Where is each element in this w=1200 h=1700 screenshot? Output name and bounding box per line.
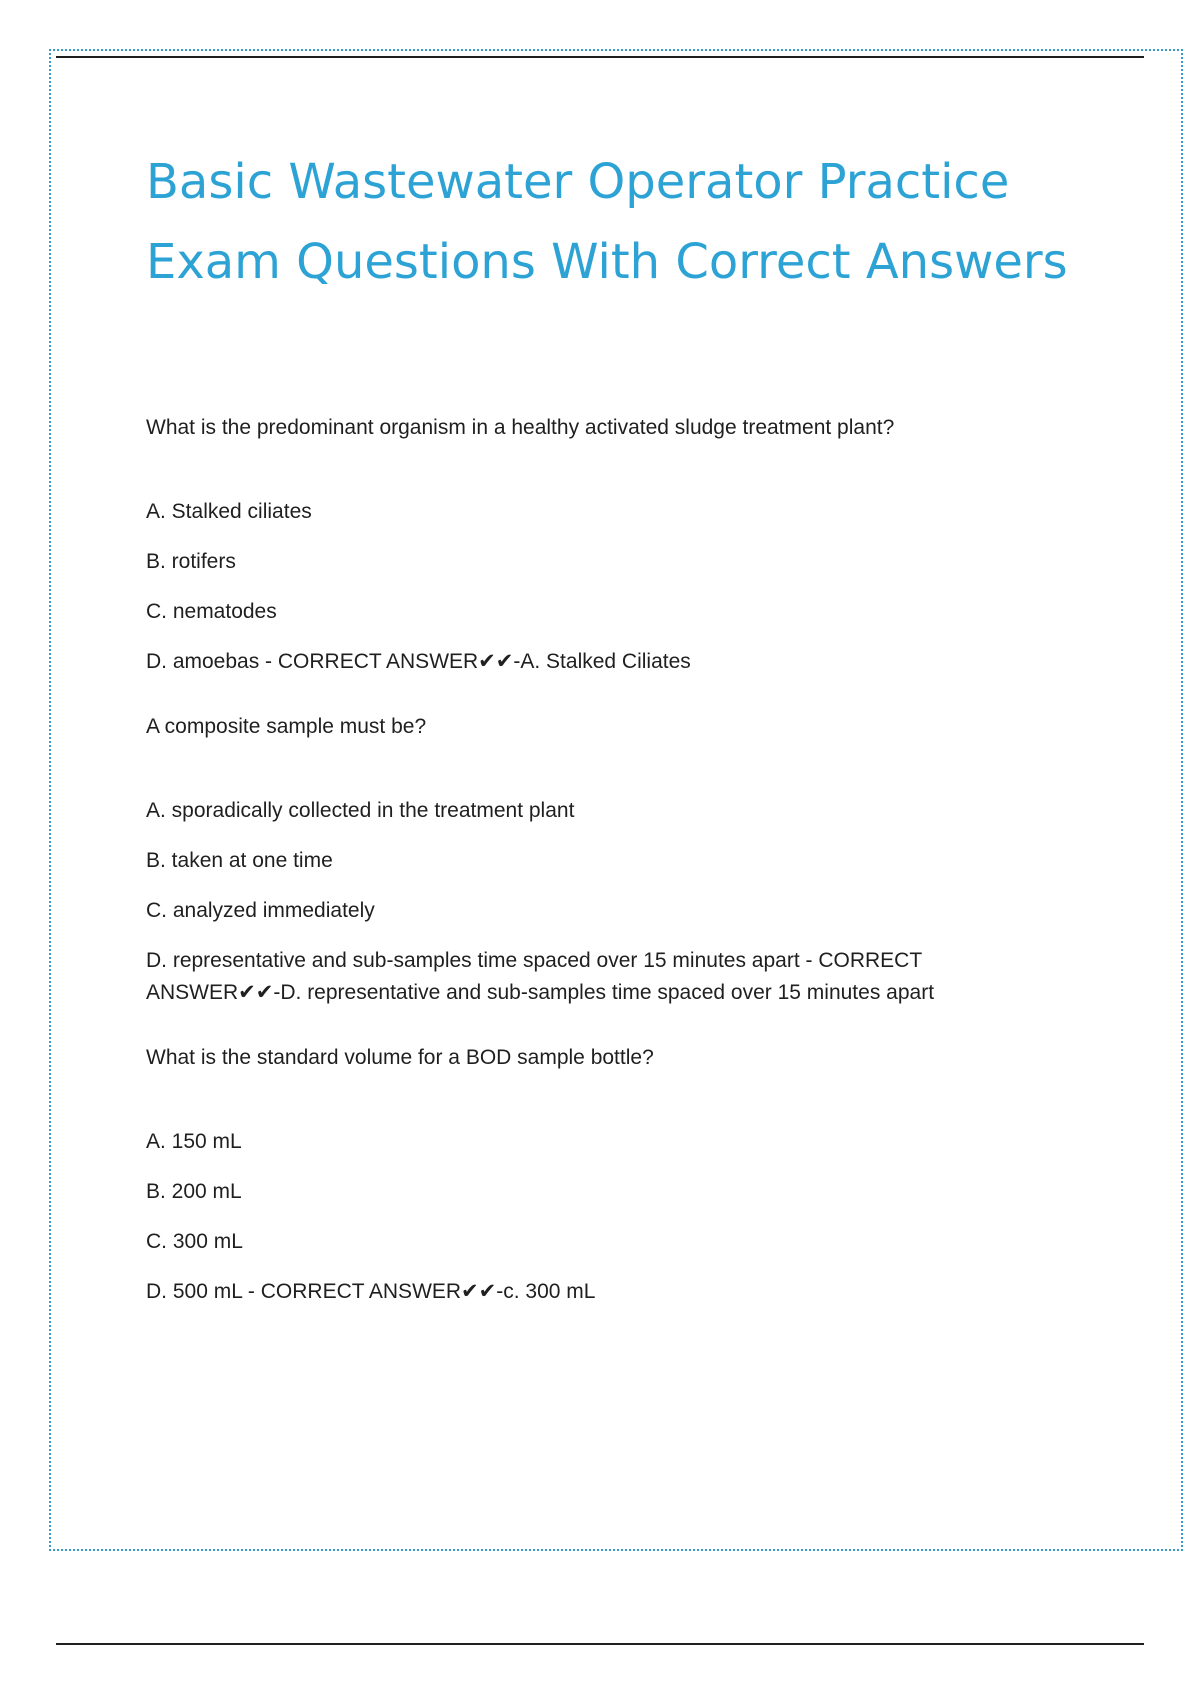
question-text: What is the standard volume for a BOD sample bottle? (146, 1046, 654, 1069)
option-c: C. 300 mL (146, 1230, 243, 1253)
questions-list (146, 412, 1026, 1341)
document-title (146, 142, 1096, 302)
option-a: A. sporadically collected in the treatment plant (146, 799, 575, 822)
option-d-with-answer: D. amoebas - CORRECT ANSWER✔✔-A. Stalked Ciliates (146, 650, 691, 673)
option-b: B. rotifers (146, 550, 236, 573)
option-b: B. taken at one time (146, 849, 333, 872)
question-text: What is the predominant organism in a healthy activated sludge treatment plant? (146, 416, 895, 439)
question-block-2 (146, 711, 1026, 1009)
option-d-with-answer: D. representative and sub-samples time spaced over 15 minutes apart - CORRECT ANSWER✔✔-D. representative and sub-samples time spaced over 15 minutes apart (146, 949, 935, 1004)
title-line-2: Exam Questions With Correct Answers (146, 234, 1068, 290)
option-a: A. 150 mL (146, 1130, 242, 1153)
option-b: B. 200 mL (146, 1180, 242, 1203)
title-line-1: Basic Wastewater Operator Practice (146, 154, 1010, 210)
question-block-1 (146, 412, 1026, 678)
option-c: C. nematodes (146, 600, 277, 623)
option-a: A. Stalked ciliates (146, 500, 312, 523)
top-divider (56, 56, 1144, 58)
bottom-divider (56, 1643, 1144, 1645)
question-text: A composite sample must be? (146, 715, 427, 738)
option-c: C. analyzed immediately (146, 899, 375, 922)
option-d-with-answer: D. 500 mL - CORRECT ANSWER✔✔-c. 300 mL (146, 1280, 596, 1303)
question-block-3 (146, 1042, 1026, 1308)
